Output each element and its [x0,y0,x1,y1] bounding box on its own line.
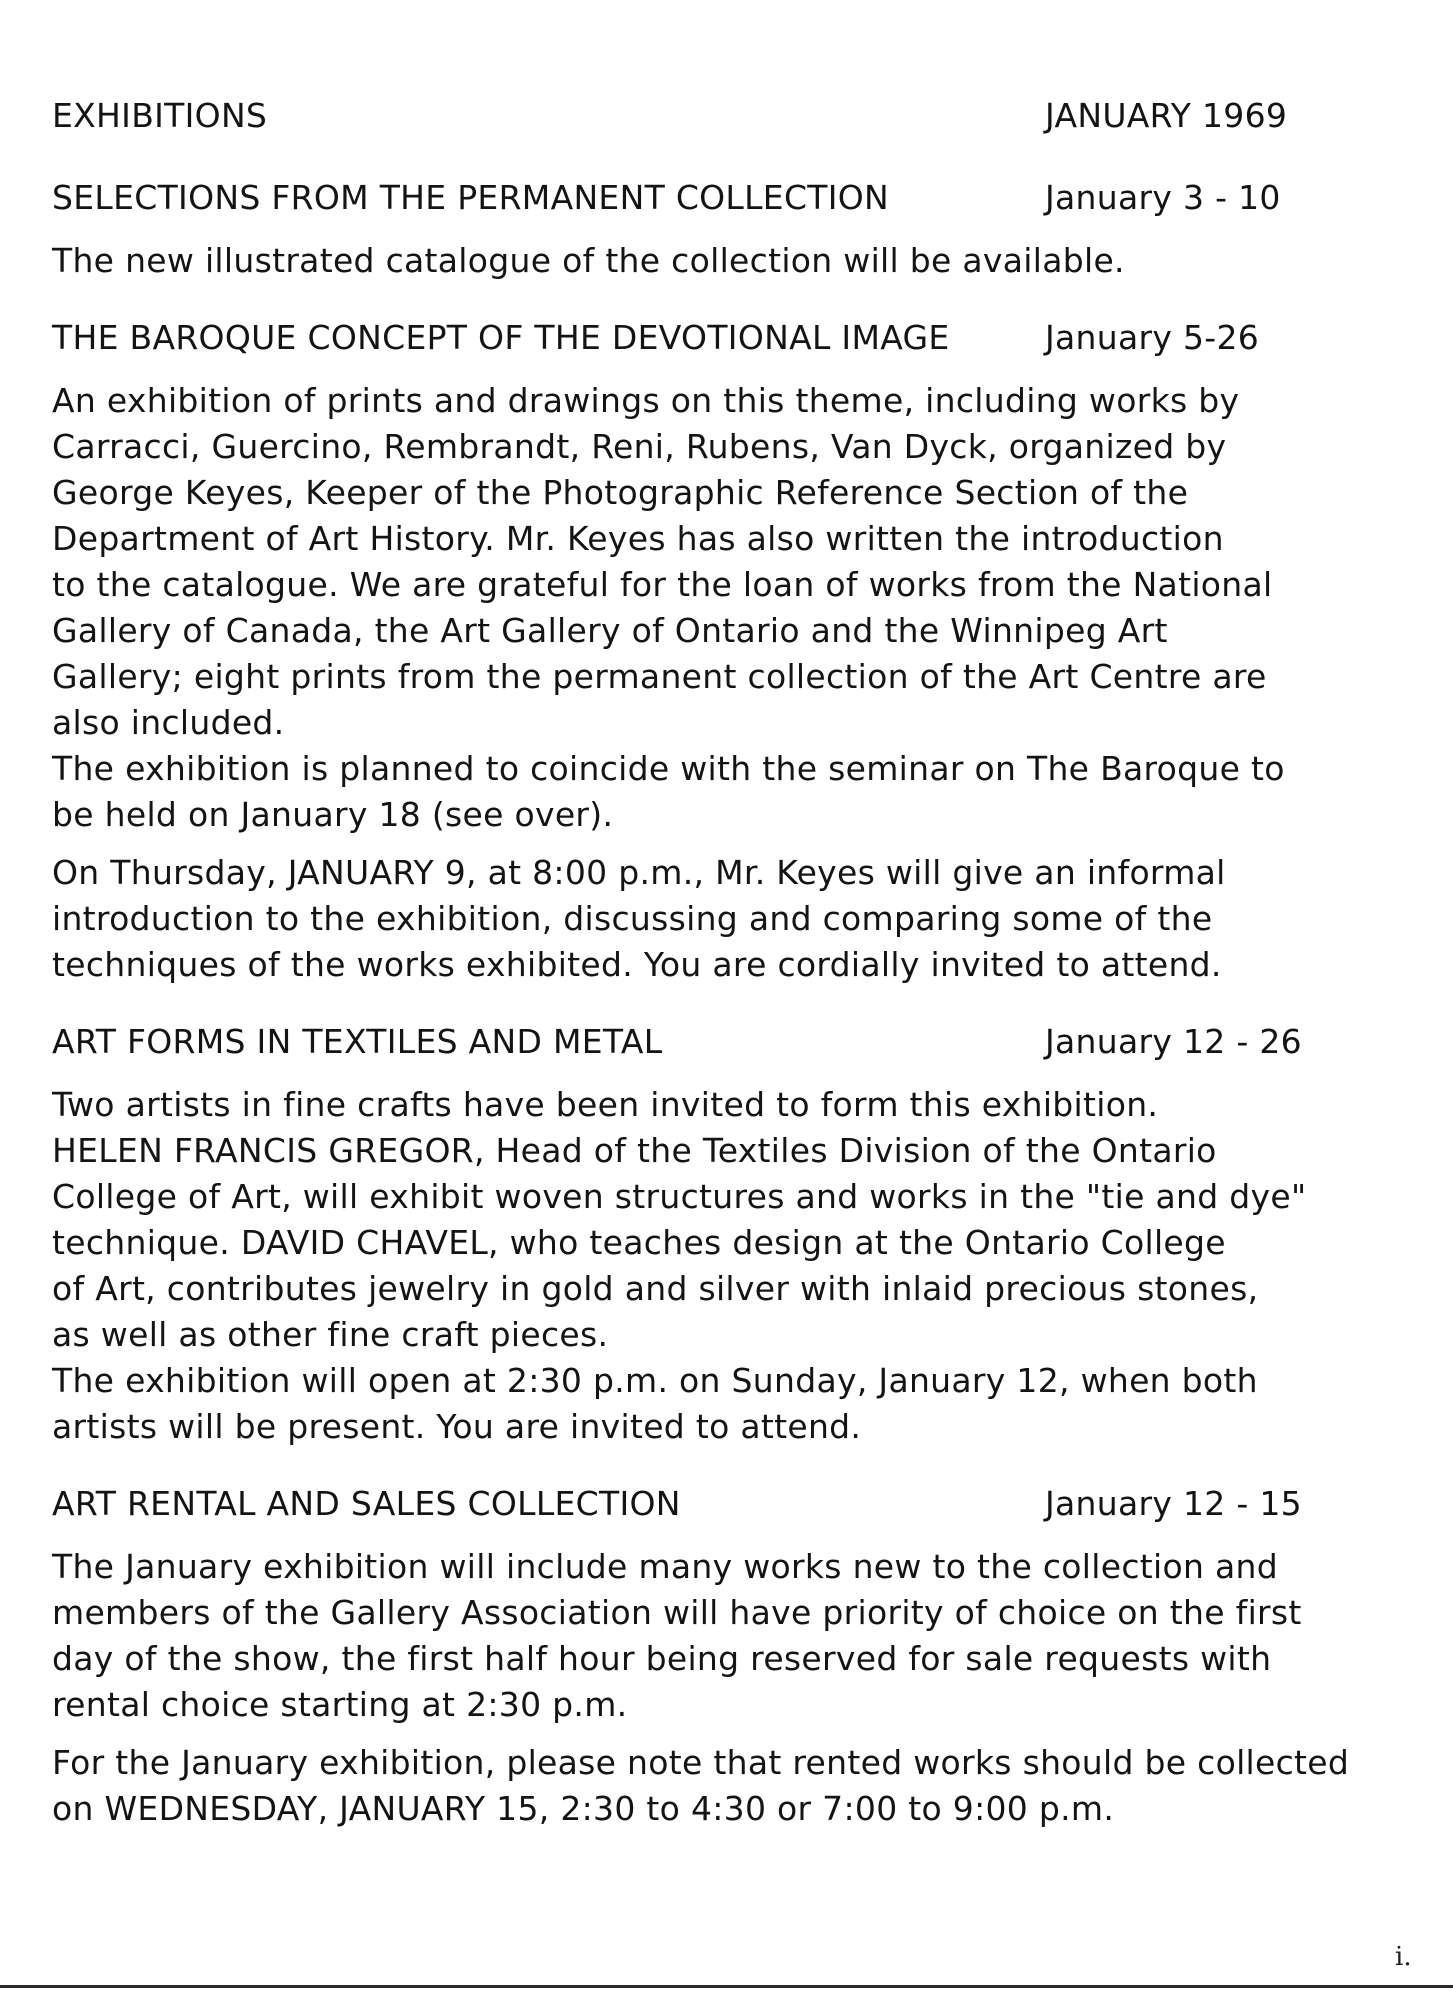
exhibition-paragraph [52,1082,1392,1450]
text-line: The exhibition is planned to coincide with the seminar on The Baroque to [52,749,1285,788]
exhibition-title-row [52,1022,1392,1068]
text-line: For the January exhibition, please note that rented works should be collected [52,1743,1350,1782]
text-line: day of the show, the first half hour being reserved for sale requests with [52,1639,1272,1678]
text-line: Two artists in fine crafts have been invited to form this exhibition. [52,1085,1159,1124]
text-line: rental choice starting at 2:30 p.m. [52,1685,628,1724]
text-line: be held on January 18 (see over). [52,795,614,834]
text-line: to the catalogue. We are grateful for the loan of works from the National [52,565,1273,604]
footer-rule [0,1985,1453,1988]
exhibition-paragraph [52,378,1392,838]
exhibition-dates: January 3 - 10 [1045,178,1281,217]
text-line: of Art, contributes jewelry in gold and silver with inlaid precious stones, [52,1269,1259,1308]
exhibition-dates: January 12 - 26 [1045,1022,1302,1061]
text-line: An exhibition of prints and drawings on this theme, including works by [52,381,1240,420]
text-line: College of Art, will exhibit woven structures and works in the "tie and dye" [52,1177,1307,1216]
text-line: Gallery of Canada, the Art Gallery of Ontario and the Winnipeg Art [52,611,1168,650]
exhibition-dates: January 5-26 [1045,318,1260,357]
text-line: techniques of the works exhibited. You are cordially invited to attend. [52,945,1222,984]
text-line: Department of Art History. Mr. Keyes has also written the introduction [52,519,1224,558]
text-line: artists will be present. You are invited to attend. [52,1407,862,1446]
exhibition-title-row [52,1484,1392,1530]
text-line: The January exhibition will include many works new to the collection and [52,1547,1278,1586]
text-line: Carracci, Guercino, Rembrandt, Reni, Rubens, Van Dyck, organized by [52,427,1227,466]
exhibition-section [52,318,1392,988]
text-line: on WEDNESDAY, JANUARY 15, 2:30 to 4:30 or 7:00 to 9:00 p.m. [52,1789,1115,1828]
text-line: introduction to the exhibition, discussing and comparing some of the [52,899,1213,938]
text-line: George Keyes, Keeper of the Photographic Reference Section of the [52,473,1189,512]
exhibition-title: ART FORMS IN TEXTILES AND METAL [52,1022,663,1061]
exhibition-dates: January 12 - 15 [1045,1484,1302,1523]
exhibition-title: THE BAROQUE CONCEPT OF THE DEVOTIONAL IMAGE [52,318,950,357]
text-line: The exhibition will open at 2:30 p.m. on Sunday, January 12, when both [52,1361,1258,1400]
exhibition-section [52,178,1392,284]
exhibition-paragraph [52,1544,1392,1728]
exhibition-section [52,1022,1392,1450]
exhibition-title: SELECTIONS FROM THE PERMANENT COLLECTION [52,178,890,217]
exhibition-section [52,1484,1392,1832]
text-line: Gallery; eight prints from the permanent collection of the Art Centre are [52,657,1267,696]
page-mark: i. [1395,1942,1412,1972]
exhibition-title-row [52,178,1392,224]
document-page [52,96,1392,1866]
header-date: JANUARY 1969 [1045,96,1288,135]
exhibition-title: ART RENTAL AND SALES COLLECTION [52,1484,681,1523]
page-header [52,96,1392,142]
exhibition-title-row [52,318,1392,364]
exhibition-paragraph [52,238,1392,284]
exhibition-paragraph [52,850,1392,988]
exhibition-paragraph [52,1740,1392,1832]
text-line: as well as other fine craft pieces. [52,1315,609,1354]
exhibition-list [52,178,1392,1832]
text-line: HELEN FRANCIS GREGOR, Head of the Textiles Division of the Ontario [52,1131,1217,1170]
text-line: members of the Gallery Association will have priority of choice on the first [52,1593,1302,1632]
header-title: EXHIBITIONS [52,96,268,135]
text-line: The new illustrated catalogue of the collection will be available. [52,241,1125,280]
text-line: technique. DAVID CHAVEL, who teaches design at the Ontario College [52,1223,1226,1262]
text-line: On Thursday, JANUARY 9, at 8:00 p.m., Mr. Keyes will give an informal [52,853,1226,892]
text-line: also included. [52,703,285,742]
